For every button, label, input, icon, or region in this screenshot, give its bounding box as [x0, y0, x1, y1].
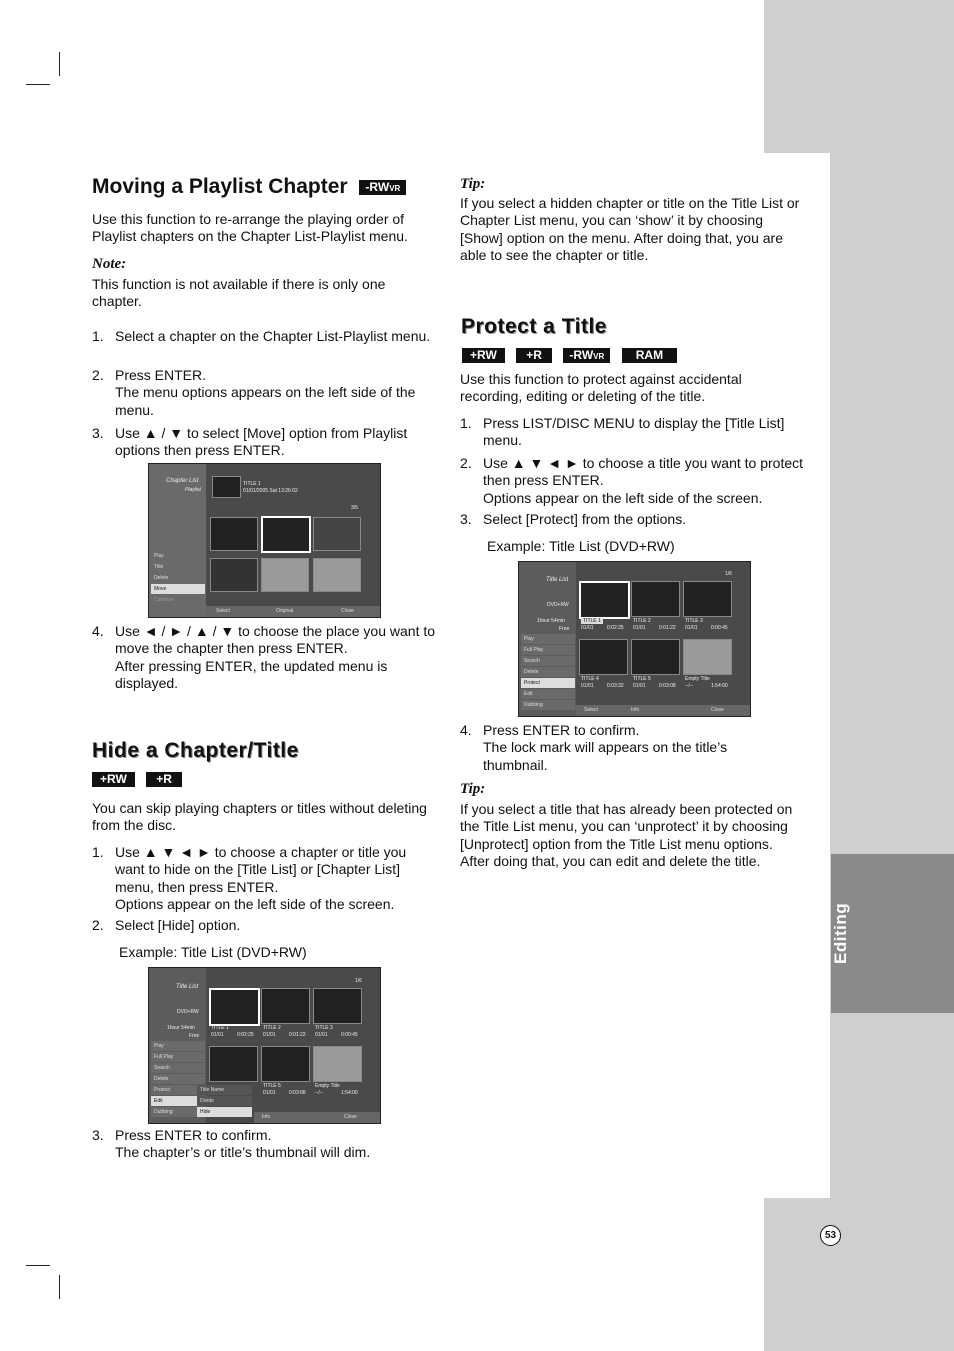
submenu-divide: Divide [197, 1096, 252, 1106]
format-badge: -RWVR [563, 348, 610, 363]
title-list-protect-screenshot: Title List DVD+RW 1hour 54min Free 1/6 TITLE 1 01/01 0:02:25 TITLE 2 01/01 0:01:22 TITLE 3 01/01 0:00:45 TITLE 4 01/01 0:03:32 TITLE 5 01/01 0:03:08 Empty Title --/-- 1:54:00 Play Full Play Search Delete Protect Edit Dubbing Select Info Close [518, 561, 751, 717]
menu-item-delete: Delete [151, 573, 205, 583]
moving-intro: Use this function to re-arrange the playing order of Playlist chapters on the Chapter List-Playlist menu. [92, 211, 408, 245]
screen-subtitle: Playlist [185, 487, 201, 493]
moving-heading: Moving a Playlist Chapter -RWVR [92, 175, 413, 199]
tip2-label: Tip: [460, 781, 486, 797]
crop-mark [26, 84, 50, 85]
chapter-list-screenshot: Chapter List Playlist TITLE 1 01/01/2005 Sat 13:26:02 3/5 Play Title Delete Move Combine Select Original Close [148, 463, 381, 618]
title-list-hide-screenshot: Title List DVD+RW 1hour 54min Free 1/6 TITLE 1 01/01 0:02:25 TITLE 2 01/01 0:01:22 TITLE 3 01/01 0:00:45 TITLE 5 01/01 0:03:08 Empty Title --/-- 1:54:00 Play Full Play Search Delete Protect Edit Dubbing Title Name Divide Hide Info Close [148, 967, 381, 1124]
crop-mark [59, 1275, 60, 1299]
section-tab-label: Editing [831, 902, 850, 965]
page-number: 53 [820, 1225, 841, 1246]
menu-item-combine: Combine [151, 595, 205, 605]
protect-heading: Protect a Title [461, 315, 607, 338]
hide-example: Example: Title List (DVD+RW) [119, 944, 307, 960]
hide-badges [92, 771, 189, 789]
hide-intro: You can skip playing chapters or titles without deleting from the disc. [92, 800, 427, 834]
note-text: This function is not available if there is only one chapter. [92, 276, 386, 310]
tip1-text: If you select a hidden chapter or title on the Title List or Chapter List menu, you can ‘show’ it by choosing [Show] option on the menu. After doing that, you are able to see the chapter or title. [460, 195, 800, 264]
crop-mark [59, 52, 60, 76]
submenu-title-name: Title Name [197, 1085, 252, 1095]
protect-badges [462, 347, 684, 365]
protect-intro: Use this function to protect against accidental recording, editing or deleting of the title. [460, 371, 742, 405]
info-thumb [212, 476, 241, 498]
format-badge: +R [146, 772, 182, 787]
format-badge: +RW [462, 348, 505, 363]
hide-heading: Hide a Chapter/Title [92, 739, 299, 762]
submenu-hide: Hide [197, 1107, 252, 1117]
screen-title: Chapter List [166, 478, 199, 484]
tip2-text: If you select a title that has already been protected on the Title List menu, you can ‘unprotect’ it by choosing [Unprotect] option from the Title List menu options. After doing that, you can edit and delete the title. [460, 801, 793, 870]
menu-item-title: Title [151, 562, 205, 572]
protect-example: Example: Title List (DVD+RW) [487, 538, 675, 554]
tip1-label: Tip: [460, 176, 486, 192]
crop-mark [26, 1265, 50, 1266]
format-badge: -RWVR [359, 180, 406, 195]
menu-item-move: Move [151, 584, 205, 594]
menu-item-play: Play [151, 551, 205, 561]
format-badge: RAM [622, 348, 677, 363]
section-tab [831, 854, 954, 1013]
note-label: Note: [92, 256, 127, 272]
format-badge: +R [516, 348, 552, 363]
format-badge: +RW [92, 772, 135, 787]
